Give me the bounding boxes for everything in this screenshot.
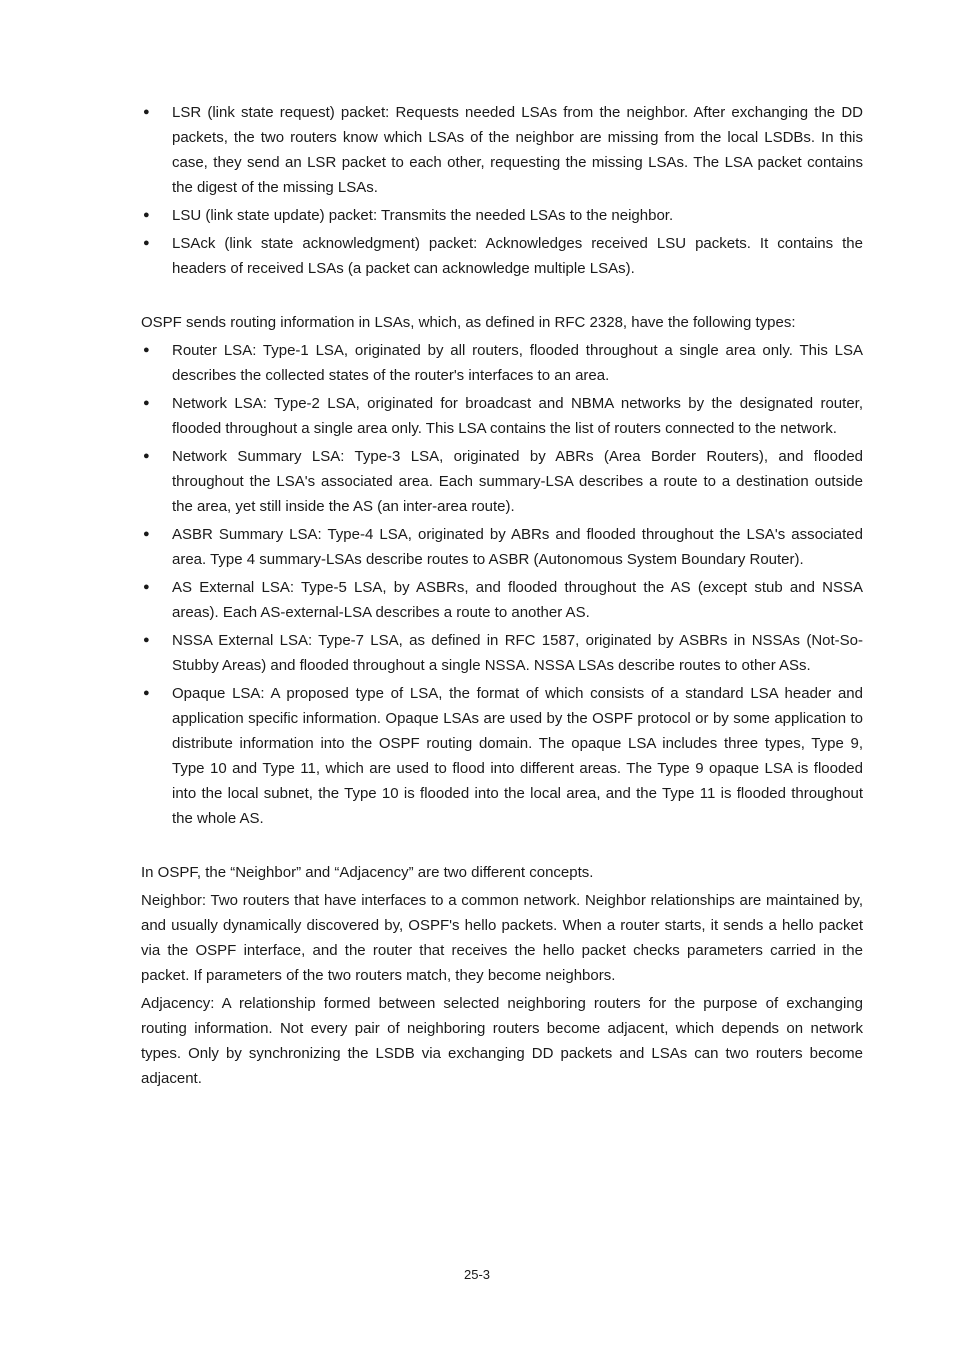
bullet-icon: ● xyxy=(143,397,150,409)
list-item xyxy=(141,203,863,228)
bullet-icon: ● xyxy=(143,106,150,118)
bullet-icon: ● xyxy=(143,581,150,593)
list-item xyxy=(141,444,863,519)
bullet-icon: ● xyxy=(143,634,150,646)
list-item-text: ASBR Summary LSA: Type-4 LSA, originated by ABRs and flooded throughout the LSA's associated area. Type 4 summary-LSAs describe routes to ASBR (Autonomous System Boundary Router). xyxy=(172,526,863,568)
bullet-icon: ● xyxy=(143,237,150,249)
list-item xyxy=(141,100,863,200)
list-item-text: LSAck (link state acknowledgment) packet: Acknowledges received LSU packets. It contains the headers of received LSAs (a packet can acknowledge multiple LSAs). xyxy=(172,235,863,277)
list-item-text: Opaque LSA: A proposed type of LSA, the format of which consists of a standard LSA header and application specific information. Opaque LSAs are used by the OSPF protocol or by some application to distribute information into the OSPF routing domain. The opaque LSA includes three types, Type 9, Type 10 and Type 11, which are used to flood into different areas. The Type 9 opaque LSA is flooded into the local subnet, the Type 10 is flooded into the local area, and the Type 11 is flooded throughout the whole AS. xyxy=(172,685,863,827)
lsa-intro-paragraph: OSPF sends routing information in LSAs, which, as defined in RFC 2328, have the following types: xyxy=(141,314,796,331)
list-item xyxy=(141,391,863,441)
page-content xyxy=(141,100,863,1094)
bullet-icon: ● xyxy=(143,450,150,462)
bullet-icon: ● xyxy=(143,344,150,356)
bullet-icon: ● xyxy=(143,209,150,221)
list-item-text: AS External LSA: Type-5 LSA, by ASBRs, and flooded throughout the AS (except stub and NSSA areas). Each AS-external-LSA describes a route to another AS. xyxy=(172,579,863,621)
list-item-text: LSR (link state request) packet: Requests needed LSAs from the neighbor. After exchanging the DD packets, the two routers know which LSAs of the neighbor are missing from the local LSDBs. In this case, they send an LSR packet to each other, requesting the missing LSAs. The LSA packet contains the digest of the missing LSAs. xyxy=(172,104,863,196)
list-item xyxy=(141,231,863,281)
adjacency-paragraph: Adjacency: A relationship formed between selected neighboring routers for the purpose of exchanging routing information. Not every pair of neighboring routers become adjacent, which depends on network types. Only by synchronizing the LSDB via exchanging DD packets and LSAs can two routers become adjacent. xyxy=(141,995,863,1087)
neighbor-paragraph: Neighbor: Two routers that have interfaces to a common network. Neighbor relationships are maintained by, and usually dynamically discovered by, OSPF's hello packets. When a router starts, it sends a hello packet via the OSPF interface, and the router that receives the hello packet checks parameters carried in the packet. If parameters of the two routers match, they become neighbors. xyxy=(141,892,863,984)
list-item-text: Router LSA: Type-1 LSA, originated by all routers, flooded throughout a single area only. This LSA describes the collected states of the router's interfaces to an area. xyxy=(172,342,863,384)
list-item xyxy=(141,628,863,678)
list-item-text: Network LSA: Type-2 LSA, originated for broadcast and NBMA networks by the designated router, flooded throughout a single area only. This LSA contains the list of routers connected to the network. xyxy=(172,395,863,437)
list-item-text: NSSA External LSA: Type-7 LSA, as defined in RFC 1587, originated by ASBRs in NSSAs (Not-So-Stubby Areas) and flooded throughout a single NSSA. NSSA LSAs describe routes to other ASs. xyxy=(172,632,863,674)
packet-types-list xyxy=(141,100,863,281)
list-item-text: LSU (link state update) packet: Transmits the needed LSAs to the neighbor. xyxy=(172,207,674,224)
bullet-icon: ● xyxy=(143,687,150,699)
page-number: 25-3 xyxy=(463,1267,491,1282)
lsa-types-list xyxy=(141,338,863,831)
concepts-intro-paragraph: In OSPF, the “Neighbor” and “Adjacency” are two different concepts. xyxy=(141,864,594,881)
list-item xyxy=(141,575,863,625)
bullet-icon: ● xyxy=(143,528,150,540)
list-item xyxy=(141,681,863,831)
list-item xyxy=(141,522,863,572)
list-item-text: Network Summary LSA: Type-3 LSA, originated by ABRs (Area Border Routers), and flooded throughout the LSA's associated area. Each summary-LSA describes a route to a destination outside the area, yet still inside the AS (an inter-area route). xyxy=(172,448,863,515)
list-item xyxy=(141,338,863,388)
